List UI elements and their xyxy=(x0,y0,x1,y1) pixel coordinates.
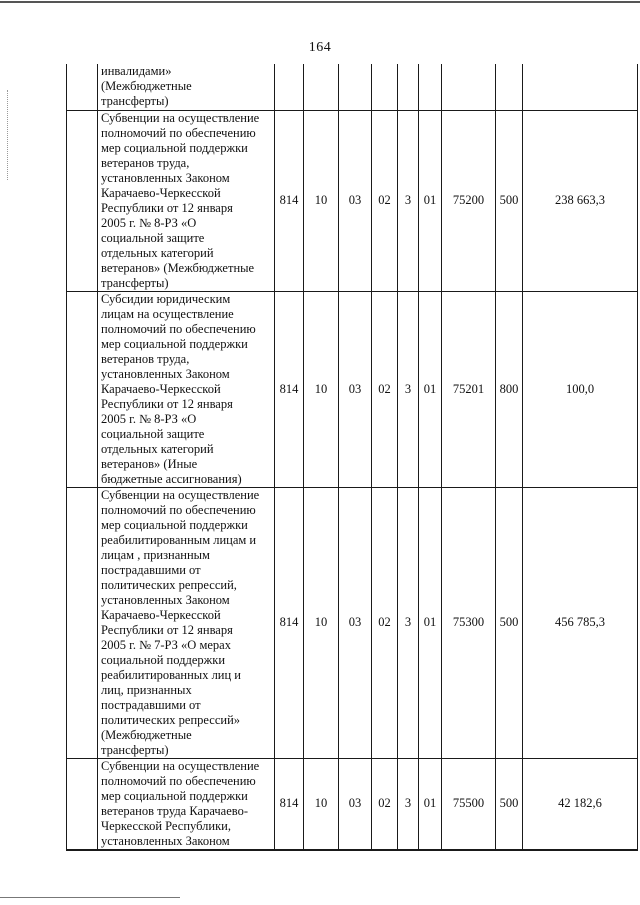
subprogram-code-cell: 3 xyxy=(398,487,419,758)
row-index-cell xyxy=(67,110,98,291)
expense-name-line: установленных Законом xyxy=(101,833,230,848)
expense-name-line: инвалидами» xyxy=(101,64,172,78)
subprogram-code-cell: 3 xyxy=(398,758,419,850)
table-row xyxy=(67,110,638,291)
expense-name-line: Карачаево-Черкесской xyxy=(101,185,221,200)
margin-dots xyxy=(7,90,8,180)
bottom-rule xyxy=(0,897,180,898)
expense-name-cell xyxy=(98,758,275,850)
subsection-code-cell xyxy=(339,64,372,110)
ministry-code-cell xyxy=(275,64,304,110)
expense-type-code-cell: 800 xyxy=(496,291,523,487)
ministry-code-cell: 814 xyxy=(275,487,304,758)
expense-name-line: социальной защите xyxy=(101,426,205,441)
program-code-cell: 02 xyxy=(372,110,398,291)
expense-name-line: политических репрессий, xyxy=(101,577,237,592)
expense-name-line: Карачаево-Черкесской xyxy=(101,607,221,622)
expense-name-line: мер социальной поддержки xyxy=(101,517,248,532)
budget-table xyxy=(66,64,638,851)
expense-name-line: мер социальной поддержки xyxy=(101,140,248,155)
expense-type-code-cell: 500 xyxy=(496,758,523,850)
expense-name-line: (Межбюджетные xyxy=(101,79,192,93)
program-code-cell xyxy=(372,64,398,110)
program-code-cell: 02 xyxy=(372,291,398,487)
expense-name-line: лиц, признанных xyxy=(101,682,192,697)
expense-name-line: Карачаево-Черкесской xyxy=(101,381,221,396)
row-index-cell xyxy=(67,487,98,758)
expense-name-line: мер социальной поддержки xyxy=(101,336,248,351)
expense-name-line: полномочий по обеспечению xyxy=(101,321,256,336)
subsection-code-cell: 03 xyxy=(339,110,372,291)
subsection-code-cell: 03 xyxy=(339,487,372,758)
expense-name-line: полномочий по обеспечению xyxy=(101,125,256,140)
subprogram-code-cell: 3 xyxy=(398,110,419,291)
event-code-cell: 01 xyxy=(419,291,442,487)
amount-cell: 238 663,3 xyxy=(523,110,638,291)
expense-name-line: политических репрессий» xyxy=(101,712,241,727)
expense-name-line: трансферты) xyxy=(101,275,169,290)
table-row xyxy=(67,291,638,487)
expense-name-cell xyxy=(98,291,275,487)
amount-cell: 456 785,3 xyxy=(523,487,638,758)
direction-code-cell: 75201 xyxy=(442,291,496,487)
expense-name-line: ветеранов труда Карачаево- xyxy=(101,803,248,818)
expense-name-line: ветеранов» (Межбюджетные xyxy=(101,260,255,275)
expense-name-line: трансферты) xyxy=(101,94,169,108)
expense-name-line: социальной поддержки xyxy=(101,652,226,667)
expense-name-cell xyxy=(98,487,275,758)
table-row xyxy=(67,64,638,110)
section-code-cell: 10 xyxy=(304,758,339,850)
row-index-cell xyxy=(67,291,98,487)
event-code-cell: 01 xyxy=(419,110,442,291)
program-code-cell: 02 xyxy=(372,758,398,850)
section-code-cell: 10 xyxy=(304,110,339,291)
expense-type-code-cell xyxy=(496,64,523,110)
ministry-code-cell: 814 xyxy=(275,291,304,487)
expense-name-line: Республики от 12 января xyxy=(101,200,233,215)
row-index-cell xyxy=(67,758,98,850)
expense-name-line: Субвенции на осуществление xyxy=(101,487,260,502)
ministry-code-cell: 814 xyxy=(275,110,304,291)
event-code-cell: 01 xyxy=(419,758,442,850)
expense-type-code-cell: 500 xyxy=(496,110,523,291)
expense-name-line: лицам , признанным xyxy=(101,547,210,562)
expense-name-line: установленных Законом xyxy=(101,170,230,185)
section-code-cell: 10 xyxy=(304,487,339,758)
event-code-cell: 01 xyxy=(419,487,442,758)
expense-name-line: Субвенции на осуществление xyxy=(101,110,260,125)
expense-name-line: установленных Законом xyxy=(101,592,230,607)
subprogram-code-cell: 3 xyxy=(398,291,419,487)
expense-name-line: пострадавшими от xyxy=(101,562,201,577)
expense-name-line: Субсидии юридическим xyxy=(101,291,231,306)
table-row xyxy=(67,758,638,850)
expense-name-line: социальной защите xyxy=(101,230,205,245)
expense-name-line: 2005 г. № 8-РЗ «О xyxy=(101,215,197,230)
expense-name-line: 2005 г. № 8-РЗ «О xyxy=(101,411,197,426)
expense-name-line: полномочий по обеспечению xyxy=(101,502,256,517)
amount-cell: 100,0 xyxy=(523,291,638,487)
expense-name-cell xyxy=(98,64,275,110)
expense-name-line: мер социальной поддержки xyxy=(101,788,248,803)
ministry-code-cell: 814 xyxy=(275,758,304,850)
expense-name-line: Черкесской Республики, xyxy=(101,818,231,833)
program-code-cell: 02 xyxy=(372,487,398,758)
expense-name-line: полномочий по обеспечению xyxy=(101,773,256,788)
subsection-code-cell: 03 xyxy=(339,291,372,487)
expense-name-line: (Межбюджетные xyxy=(101,727,192,742)
expense-name-line: отдельных категорий xyxy=(101,245,214,260)
direction-code-cell: 75500 xyxy=(442,758,496,850)
expense-name-line: пострадавшими от xyxy=(101,697,201,712)
subsection-code-cell: 03 xyxy=(339,758,372,850)
expense-name-line: бюджетные ассигнования) xyxy=(101,471,242,486)
row-index-cell xyxy=(67,64,98,110)
table-row xyxy=(67,487,638,758)
top-rule xyxy=(0,1,640,3)
expense-name-line: установленных Законом xyxy=(101,366,230,381)
expense-name-line: Республики от 12 января xyxy=(101,396,233,411)
expense-name-line: 2005 г. № 7-РЗ «О мерах xyxy=(101,637,231,652)
expense-name-line: ветеранов труда, xyxy=(101,351,190,366)
section-code-cell xyxy=(304,64,339,110)
expense-name-line: отдельных категорий xyxy=(101,441,214,456)
page-number: 164 xyxy=(308,40,332,55)
expense-name-cell xyxy=(98,110,275,291)
direction-code-cell xyxy=(442,64,496,110)
amount-cell: 42 182,6 xyxy=(523,758,638,850)
expense-name-line: ветеранов» (Иные xyxy=(101,456,198,471)
expense-name-line: реабилитированных лиц и xyxy=(101,667,241,682)
subprogram-code-cell xyxy=(398,64,419,110)
expense-name-line: трансферты) xyxy=(101,742,169,757)
expense-name-line: реабилитированным лицам и xyxy=(101,532,257,547)
amount-cell xyxy=(523,64,638,110)
expense-name-line: лицам на осуществление xyxy=(101,306,234,321)
expense-name-line: Субвенции на осуществление xyxy=(101,758,260,773)
event-code-cell xyxy=(419,64,442,110)
section-code-cell: 10 xyxy=(304,291,339,487)
expense-name-line: Республики от 12 января xyxy=(101,622,233,637)
expense-type-code-cell: 500 xyxy=(496,487,523,758)
direction-code-cell: 75300 xyxy=(442,487,496,758)
direction-code-cell: 75200 xyxy=(442,110,496,291)
expense-name-line: ветеранов труда, xyxy=(101,155,190,170)
